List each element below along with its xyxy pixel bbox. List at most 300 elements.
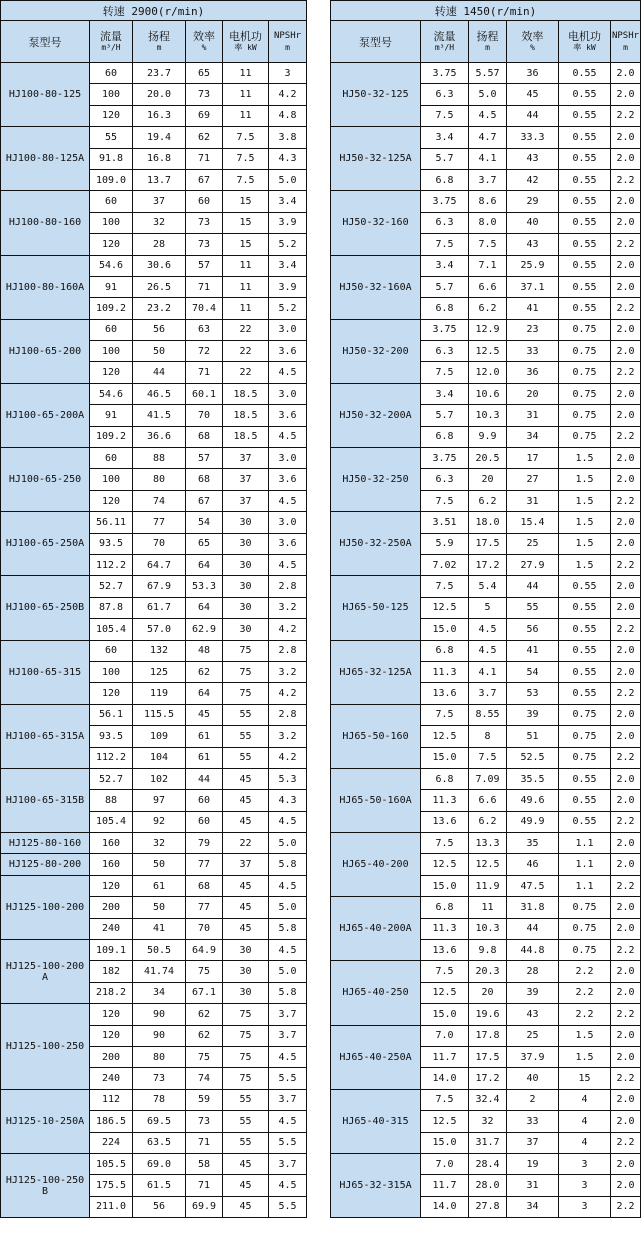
npsh-header — [269, 21, 307, 63]
value-cell: 15 — [223, 191, 269, 212]
value-cell: 2.0 — [611, 1153, 641, 1174]
value-cell: 55 — [223, 1132, 269, 1153]
value-cell: 20.0 — [133, 84, 186, 105]
value-cell: 120 — [90, 362, 133, 383]
value-cell: 28.4 — [469, 1153, 507, 1174]
head-header-label: 扬程 — [476, 30, 499, 43]
value-cell: 18.0 — [469, 512, 507, 533]
value-cell: 9.9 — [469, 426, 507, 447]
value-cell: 55 — [223, 747, 269, 768]
value-cell: 5.0 — [269, 961, 307, 982]
value-cell: 31.8 — [507, 897, 559, 918]
power-header — [559, 21, 611, 63]
value-cell: 60 — [90, 640, 133, 661]
value-cell: 75 — [223, 1046, 269, 1067]
value-cell: 52.7 — [90, 576, 133, 597]
value-cell: 1.5 — [559, 512, 611, 533]
npsh-header-unit: m — [623, 43, 628, 52]
value-cell: 2.0 — [611, 63, 641, 84]
value-cell: 4.5 — [269, 490, 307, 511]
value-cell: 6.2 — [469, 298, 507, 319]
value-cell: 0.55 — [559, 661, 611, 682]
eff-header-label: 效率 — [193, 30, 215, 43]
value-cell: 19.6 — [469, 1004, 507, 1025]
table-row — [1, 383, 307, 404]
value-cell: 5.9 — [421, 533, 469, 554]
table-row — [1, 833, 307, 854]
value-cell: 69 — [186, 105, 223, 126]
value-cell: 71 — [186, 148, 223, 169]
value-cell: 30 — [223, 961, 269, 982]
value-cell: 3.0 — [269, 383, 307, 404]
pump-model-cell: HJ100-80-160A — [1, 255, 90, 319]
value-cell: 1.5 — [559, 469, 611, 490]
value-cell: 75 — [223, 683, 269, 704]
value-cell: 8.0 — [469, 212, 507, 233]
value-cell: 7.5 — [421, 576, 469, 597]
value-cell: 62 — [186, 661, 223, 682]
value-cell: 6.8 — [421, 169, 469, 190]
value-cell: 5.7 — [421, 148, 469, 169]
left-spec-table — [0, 0, 307, 1218]
value-cell: 67.1 — [186, 982, 223, 1003]
value-cell: 5.5 — [269, 1196, 307, 1217]
value-cell: 1.1 — [559, 875, 611, 896]
value-cell: 0.75 — [559, 747, 611, 768]
value-cell: 52.5 — [507, 747, 559, 768]
value-cell: 87.8 — [90, 597, 133, 618]
column-header-row — [331, 21, 641, 63]
npsh-header-label: NPSHr — [273, 31, 302, 41]
pump-model-cell: HJ65-32-125A — [331, 640, 421, 704]
value-cell: 44.8 — [507, 940, 559, 961]
pump-model-cell: HJ100-65-250A — [1, 512, 90, 576]
value-cell: 45 — [223, 897, 269, 918]
value-cell: 5 — [469, 597, 507, 618]
pump-model-cell: HJ100-80-125A — [1, 127, 90, 191]
value-cell: 2.2 — [611, 362, 641, 383]
value-cell: 5.0 — [269, 833, 307, 854]
value-cell: 36 — [507, 362, 559, 383]
value-cell: 92 — [133, 811, 186, 832]
value-cell: 71 — [186, 1175, 223, 1196]
value-cell: 8 — [469, 726, 507, 747]
value-cell: 68 — [186, 469, 223, 490]
pump-model-cell: HJ125-80-200 — [1, 854, 90, 875]
value-cell: 4.5 — [269, 875, 307, 896]
value-cell: 3.51 — [421, 512, 469, 533]
flow-header-unit: m³/H — [434, 43, 455, 52]
head-header — [469, 21, 507, 63]
value-cell: 30 — [223, 940, 269, 961]
value-cell: 2.0 — [611, 148, 641, 169]
flow-header-label: 流量 — [433, 30, 456, 43]
value-cell: 2.0 — [611, 405, 641, 426]
value-cell: 13.6 — [421, 683, 469, 704]
value-cell: 0.55 — [559, 169, 611, 190]
value-cell: 15.0 — [421, 747, 469, 768]
value-cell: 23.2 — [133, 298, 186, 319]
value-cell: 12.5 — [421, 1111, 469, 1132]
value-cell: 41 — [133, 918, 186, 939]
value-cell: 54.6 — [90, 383, 133, 404]
value-cell: 0.75 — [559, 426, 611, 447]
value-cell: 30 — [223, 597, 269, 618]
value-cell: 0.75 — [559, 726, 611, 747]
flow-header-unit: m³/H — [101, 43, 121, 52]
pump-model-cell: HJ65-40-200A — [331, 897, 421, 961]
value-cell: 20.5 — [469, 448, 507, 469]
value-cell: 7.02 — [421, 554, 469, 575]
value-cell: 40 — [507, 1068, 559, 1089]
value-cell: 0.55 — [559, 619, 611, 640]
eff-header-unit: % — [530, 43, 535, 52]
value-cell: 15.0 — [421, 1004, 469, 1025]
value-cell: 2.2 — [611, 1196, 641, 1217]
value-cell: 34 — [507, 426, 559, 447]
value-cell: 97 — [133, 790, 186, 811]
value-cell: 1.5 — [559, 490, 611, 511]
value-cell: 0.75 — [559, 918, 611, 939]
value-cell: 2.0 — [611, 1089, 641, 1110]
value-cell: 6.6 — [469, 790, 507, 811]
value-cell: 0.55 — [559, 640, 611, 661]
value-cell: 30 — [223, 576, 269, 597]
value-cell: 8.55 — [469, 704, 507, 725]
value-cell: 1.5 — [559, 1046, 611, 1067]
value-cell: 75 — [186, 961, 223, 982]
power-header-unit: 率 kW — [573, 43, 596, 52]
value-cell: 61 — [133, 875, 186, 896]
value-cell: 109.2 — [90, 298, 133, 319]
value-cell: 50.5 — [133, 940, 186, 961]
pump-model-cell: HJ100-65-250B — [1, 576, 90, 640]
value-cell: 120 — [90, 683, 133, 704]
pump-model-cell: HJ100-65-250 — [1, 448, 90, 512]
value-cell: 2.0 — [611, 341, 641, 362]
value-cell: 0.75 — [559, 341, 611, 362]
value-cell: 0.75 — [559, 897, 611, 918]
value-cell: 75 — [223, 1068, 269, 1089]
value-cell: 224 — [90, 1132, 133, 1153]
value-cell: 4.2 — [269, 683, 307, 704]
value-cell: 0.75 — [559, 319, 611, 340]
value-cell: 18.5 — [223, 405, 269, 426]
value-cell: 12.5 — [421, 726, 469, 747]
value-cell: 43 — [507, 234, 559, 255]
value-cell: 0.55 — [559, 683, 611, 704]
value-cell: 60 — [90, 319, 133, 340]
value-cell: 63 — [186, 319, 223, 340]
value-cell: 70 — [133, 533, 186, 554]
value-cell: 40 — [507, 212, 559, 233]
value-cell: 7.5 — [421, 1089, 469, 1110]
value-cell: 2.0 — [611, 469, 641, 490]
value-cell: 77 — [133, 512, 186, 533]
value-cell: 75 — [223, 1025, 269, 1046]
value-cell: 27.8 — [469, 1196, 507, 1217]
pump-model-cell: HJ125-10-250A — [1, 1089, 90, 1153]
value-cell: 17.5 — [469, 1046, 507, 1067]
value-cell: 80 — [133, 1046, 186, 1067]
value-cell: 46 — [507, 854, 559, 875]
pump-model-cell: HJ50-32-125A — [331, 127, 421, 191]
value-cell: 33 — [507, 1111, 559, 1132]
value-cell: 6.8 — [421, 768, 469, 789]
table-row — [331, 63, 641, 84]
value-cell: 7.5 — [421, 961, 469, 982]
value-cell: 60 — [186, 790, 223, 811]
value-cell: 67 — [186, 169, 223, 190]
value-cell: 56.1 — [90, 704, 133, 725]
value-cell: 100 — [90, 469, 133, 490]
value-cell: 37 — [223, 854, 269, 875]
value-cell: 45 — [223, 1175, 269, 1196]
value-cell: 0.55 — [559, 105, 611, 126]
npsh-header-label: NPSHr — [611, 31, 640, 41]
pump-model-cell: HJ65-40-250A — [331, 1025, 421, 1089]
value-cell: 240 — [90, 918, 133, 939]
value-cell: 2.2 — [611, 169, 641, 190]
value-cell: 2.2 — [611, 554, 641, 575]
value-cell: 2.0 — [611, 383, 641, 404]
value-cell: 41.74 — [133, 961, 186, 982]
value-cell: 17.8 — [469, 1025, 507, 1046]
value-cell: 17.2 — [469, 554, 507, 575]
speed-row — [331, 1, 641, 21]
value-cell: 3 — [559, 1175, 611, 1196]
value-cell: 5.5 — [269, 1132, 307, 1153]
value-cell: 3.2 — [269, 726, 307, 747]
value-cell: 3.7 — [469, 683, 507, 704]
table-row — [331, 191, 641, 212]
value-cell: 7.5 — [421, 362, 469, 383]
value-cell: 28 — [133, 234, 186, 255]
value-cell: 6.3 — [421, 341, 469, 362]
value-cell: 5.7 — [421, 405, 469, 426]
value-cell: 2.0 — [611, 961, 641, 982]
pump-model-cell: HJ50-32-250 — [331, 448, 421, 512]
value-cell: 30 — [223, 982, 269, 1003]
value-cell: 37 — [223, 448, 269, 469]
value-cell: 0.55 — [559, 234, 611, 255]
value-cell: 2.0 — [611, 918, 641, 939]
value-cell: 50 — [133, 854, 186, 875]
value-cell: 5.3 — [269, 768, 307, 789]
value-cell: 15.0 — [421, 619, 469, 640]
value-cell: 2.2 — [611, 940, 641, 961]
value-cell: 3.75 — [421, 191, 469, 212]
value-cell: 5.5 — [269, 1068, 307, 1089]
value-cell: 4 — [559, 1111, 611, 1132]
value-cell: 2.2 — [611, 1068, 641, 1089]
speed-row — [1, 1, 307, 21]
value-cell: 1.1 — [559, 833, 611, 854]
value-cell: 2.2 — [611, 683, 641, 704]
value-cell: 36 — [507, 63, 559, 84]
value-cell: 12.9 — [469, 319, 507, 340]
value-cell: 30 — [223, 619, 269, 640]
table-row — [1, 875, 307, 896]
table-row — [331, 1153, 641, 1174]
table-row — [331, 576, 641, 597]
value-cell: 60 — [90, 63, 133, 84]
value-cell: 39 — [507, 982, 559, 1003]
table-row — [1, 1004, 307, 1025]
flow-header — [90, 21, 133, 63]
value-cell: 73 — [186, 84, 223, 105]
pump-model-cell: HJ50-32-160A — [331, 255, 421, 319]
value-cell: 2.0 — [611, 640, 641, 661]
value-cell: 55 — [223, 1089, 269, 1110]
value-cell: 57.0 — [133, 619, 186, 640]
value-cell: 34 — [507, 1196, 559, 1217]
value-cell: 74 — [186, 1068, 223, 1089]
value-cell: 7.5 — [223, 169, 269, 190]
value-cell: 12.5 — [421, 597, 469, 618]
pump-model-cell: HJ65-50-125 — [331, 576, 421, 640]
value-cell: 112.2 — [90, 554, 133, 575]
table-row — [1, 768, 307, 789]
value-cell: 6.8 — [421, 298, 469, 319]
value-cell: 11 — [223, 84, 269, 105]
value-cell: 51 — [507, 726, 559, 747]
value-cell: 15.0 — [421, 1132, 469, 1153]
value-cell: 11 — [223, 105, 269, 126]
value-cell: 2 — [507, 1089, 559, 1110]
value-cell: 2.2 — [611, 811, 641, 832]
value-cell: 67.9 — [133, 576, 186, 597]
value-cell: 100 — [90, 84, 133, 105]
value-cell: 3.0 — [269, 448, 307, 469]
value-cell: 218.2 — [90, 982, 133, 1003]
value-cell: 93.5 — [90, 533, 133, 554]
value-cell: 4.5 — [469, 640, 507, 661]
pump-model-cell: HJ100-80-125 — [1, 63, 90, 127]
value-cell: 12.5 — [469, 341, 507, 362]
value-cell: 0.55 — [559, 212, 611, 233]
value-cell: 23 — [507, 319, 559, 340]
value-cell: 45 — [223, 1153, 269, 1174]
value-cell: 69.5 — [133, 1111, 186, 1132]
value-cell: 74 — [133, 490, 186, 511]
value-cell: 12.0 — [469, 362, 507, 383]
value-cell: 61.7 — [133, 597, 186, 618]
model-header: 泵型号 — [1, 21, 90, 63]
value-cell: 4 — [559, 1132, 611, 1153]
value-cell: 73 — [186, 1111, 223, 1132]
value-cell: 0.55 — [559, 811, 611, 832]
table-row — [331, 1089, 641, 1110]
value-cell: 19.4 — [133, 127, 186, 148]
value-cell: 75 — [223, 640, 269, 661]
power-header-unit: 率 kW — [234, 43, 257, 52]
value-cell: 57 — [186, 255, 223, 276]
value-cell: 100 — [90, 341, 133, 362]
value-cell: 11 — [223, 255, 269, 276]
value-cell: 17.2 — [469, 1068, 507, 1089]
model-header: 泵型号 — [331, 21, 421, 63]
value-cell: 48 — [186, 640, 223, 661]
value-cell: 20 — [469, 469, 507, 490]
value-cell: 36.6 — [133, 426, 186, 447]
value-cell: 4.5 — [269, 1046, 307, 1067]
value-cell: 37.9 — [507, 1046, 559, 1067]
table-row — [1, 940, 307, 961]
value-cell: 15.0 — [421, 875, 469, 896]
value-cell: 6.3 — [421, 84, 469, 105]
value-cell: 0.55 — [559, 63, 611, 84]
table-row — [1, 63, 307, 84]
value-cell: 17 — [507, 448, 559, 469]
value-cell: 3.75 — [421, 448, 469, 469]
value-cell: 18.5 — [223, 426, 269, 447]
value-cell: 37 — [507, 1132, 559, 1153]
value-cell: 2.2 — [611, 1004, 641, 1025]
value-cell: 0.55 — [559, 84, 611, 105]
value-cell: 26.5 — [133, 276, 186, 297]
value-cell: 30 — [223, 533, 269, 554]
pump-model-cell: HJ65-40-315 — [331, 1089, 421, 1153]
value-cell: 25 — [507, 1025, 559, 1046]
value-cell: 7.5 — [223, 127, 269, 148]
pump-model-cell: HJ50-32-160 — [331, 191, 421, 255]
table-row — [1, 1153, 307, 1174]
value-cell: 11.3 — [421, 918, 469, 939]
value-cell: 7.1 — [469, 255, 507, 276]
value-cell: 160 — [90, 833, 133, 854]
value-cell: 3.8 — [269, 127, 307, 148]
value-cell: 37 — [133, 191, 186, 212]
value-cell: 53 — [507, 683, 559, 704]
value-cell: 9.8 — [469, 940, 507, 961]
value-cell: 5.4 — [469, 576, 507, 597]
value-cell: 4.5 — [269, 426, 307, 447]
value-cell: 120 — [90, 1004, 133, 1025]
value-cell: 53.3 — [186, 576, 223, 597]
value-cell: 35 — [507, 833, 559, 854]
column-header-row — [1, 21, 307, 63]
value-cell: 65 — [186, 63, 223, 84]
value-cell: 3.4 — [269, 255, 307, 276]
table-row — [331, 833, 641, 854]
value-cell: 44 — [507, 576, 559, 597]
value-cell: 2.0 — [611, 255, 641, 276]
value-cell: 91.8 — [90, 148, 133, 169]
value-cell: 64 — [186, 597, 223, 618]
value-cell: 0.55 — [559, 191, 611, 212]
value-cell: 73 — [133, 1068, 186, 1089]
value-cell: 61 — [186, 726, 223, 747]
value-cell: 47.5 — [507, 875, 559, 896]
table-row — [1, 127, 307, 148]
value-cell: 5.8 — [269, 918, 307, 939]
value-cell: 3 — [269, 63, 307, 84]
value-cell: 6.8 — [421, 897, 469, 918]
value-cell: 57 — [186, 448, 223, 469]
value-cell: 25.9 — [507, 255, 559, 276]
value-cell: 43 — [507, 148, 559, 169]
value-cell: 8.6 — [469, 191, 507, 212]
value-cell: 6.3 — [421, 469, 469, 490]
value-cell: 5.0 — [269, 897, 307, 918]
value-cell: 4.3 — [269, 790, 307, 811]
value-cell: 60 — [186, 191, 223, 212]
value-cell: 28 — [507, 961, 559, 982]
value-cell: 32 — [133, 212, 186, 233]
value-cell: 45 — [223, 918, 269, 939]
value-cell: 45 — [223, 875, 269, 896]
